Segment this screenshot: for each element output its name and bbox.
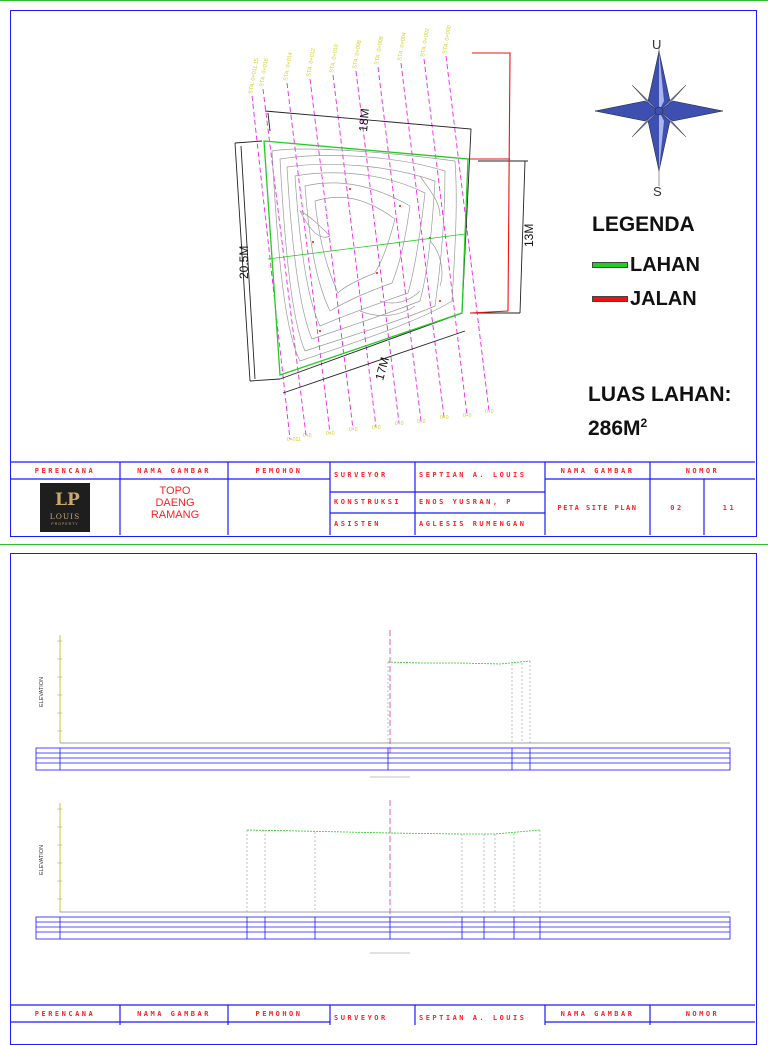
station-label-6: STA. 0+006 [374,35,385,66]
legend-item-lahan [592,253,700,277]
elevation-label-2: ELEVATION [39,844,45,875]
tb-header-nama-gambar: NAMA GAMBAR [137,467,211,475]
drawing-title-line-1: TOPO [159,485,191,497]
station-label-1: STA. 0+016 [259,57,270,88]
legend-label-jalan: JALAN [630,287,697,310]
cross-section-sheet [0,544,768,1025]
tb-name-konstruksi: ENOS YUSRAN, P [419,498,514,506]
tb-header-nomor: NOMOR [685,467,720,475]
legend-item-jalan [592,287,697,311]
logo-name: LOUIS [49,512,81,521]
svg-text:0+0: 0+0 [303,433,312,439]
elevation-label-1: ELEVATION [39,676,45,707]
profile-2 [36,800,730,953]
tb-sheet-name: PETA SITE PLAN [557,504,638,512]
tb2-name-surveyor: SEPTIAN A. LOUIS [419,1014,527,1022]
tb-name-asisten: AGLESIS RUMENGAN [419,520,527,528]
svg-text:0+0: 0+0 [417,419,426,425]
svg-text:0+0: 0+0 [395,421,404,427]
compass-north: U [652,37,662,52]
station-label-8: STA. 0+002 [420,27,431,58]
tb-role-asisten: ASISTEN [334,520,382,528]
area-exponent: 2 [640,416,648,430]
tb-sheet-total: 11 [722,504,737,512]
tb-header-nama-gambar-2: NAMA GAMBAR [560,467,635,475]
svg-text:0+0: 0+0 [349,427,358,433]
tb-header-pemohon: PEMOHON [255,467,303,475]
tb-role-konstruksi: KONSTRUKSI [334,498,402,506]
tb2-header-nama-gambar-2: NAMA GAMBAR [560,1010,635,1018]
area-value: 286M [588,417,641,440]
profile-1 [36,630,730,777]
tb-header-perencana: PERENCANA [34,467,96,475]
drawing-title-line-3: RAMANG [150,509,200,521]
legend-title: LEGENDA [592,213,695,236]
logo-mark: LP [55,490,80,510]
tb2-header-nomor: NOMOR [685,1010,720,1018]
tb-name-surveyor: SEPTIAN A. LOUIS [419,471,527,479]
legend-swatch-jalan [592,296,628,302]
dim-left-label: 20.5M [237,245,251,279]
station-label-4: STA. 0+010 [329,43,340,74]
legend-swatch-lahan [592,262,628,268]
svg-text:0+0: 0+0 [440,415,449,421]
area-block [588,381,731,443]
station-label-0: STA. 0+011.15 [248,57,261,95]
svg-text:0+011: 0+011 [287,437,301,443]
compass-rose-icon [595,37,723,199]
station-label-3: STA. 0+012 [306,47,317,78]
road-jalan [468,53,510,313]
tb2-header-perencana: PERENCANA [34,1010,96,1018]
tb2-header-nama-gambar: NAMA GAMBAR [137,1010,211,1018]
drawing-title [122,485,228,521]
dim-right-label: 13M [522,223,536,247]
svg-text:0+0: 0+0 [372,425,381,431]
svg-text:0+0: 0+0 [326,431,335,437]
logo-sub: PROPERTY [51,522,79,526]
compass-south: S [653,184,662,199]
dim-top-label: 18M [356,107,373,133]
station-label-7: STA. 0+004 [397,31,408,62]
area-label: LUAS LAHAN: [588,383,732,406]
svg-text:0+0: 0+0 [485,409,494,415]
tb2-role-surveyor: SURVEYOR [334,1014,388,1022]
drawing-title-line-2: DAENG [155,497,195,509]
louis-property-logo [40,483,90,532]
dim-bottom-label: 17M [372,355,392,382]
station-label-5: STA. 0+008 [352,39,363,70]
tb-role-surveyor: SURVEYOR [334,471,388,479]
svg-text:0+0: 0+0 [463,413,472,419]
tb2-header-pemohon: PEMOHON [255,1010,303,1018]
station-label-2: STA. 0+014 [283,51,294,82]
station-label-9: STA. 0+000 [442,24,453,55]
tb-sheet-number: 02 [670,504,684,512]
legend-label-lahan: LAHAN [630,253,700,276]
cross-section-drawing [0,545,768,1025]
